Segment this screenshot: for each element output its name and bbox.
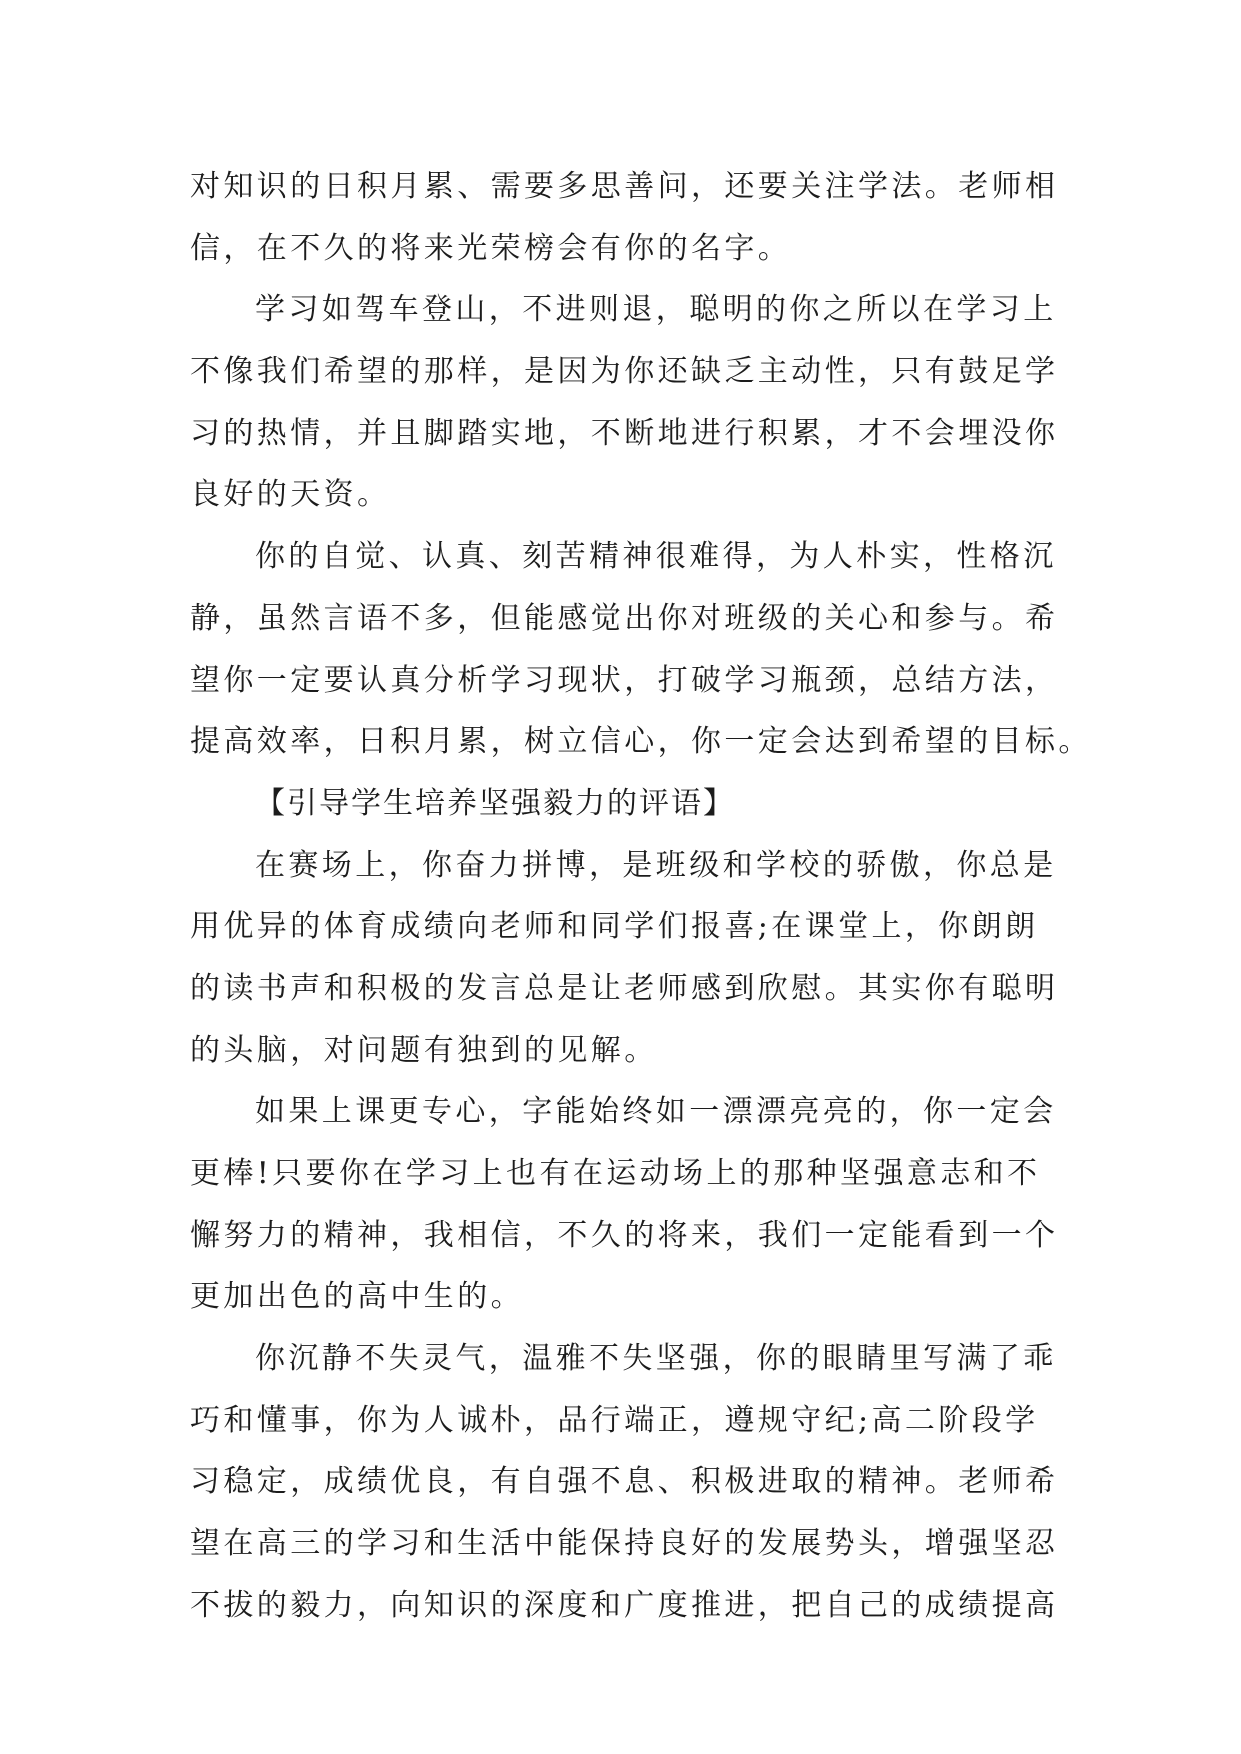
text-line: 的头脑，对问题有独到的见解。 bbox=[190, 1032, 658, 1068]
paragraph-start-line: 在赛场上，你奋力拼博，是班级和学校的骄傲，你总是 bbox=[255, 847, 1057, 883]
text-line: 巧和懂事，你为人诚朴，品行端正，遵规守纪;高二阶段学 bbox=[190, 1402, 1039, 1438]
text-line: 静，虽然言语不多，但能感觉出你对班级的关心和参与。希 bbox=[190, 600, 1059, 636]
text-line: 对知识的日积月累、需要多思善问，还要关注学法。老师相 bbox=[190, 169, 1059, 204]
text-line: 习稳定，成绩优良，有自强不息、积极进取的精神。老师希 bbox=[190, 1464, 1059, 1500]
paragraph-start-line: 如果上课更专心，字能始终如一漂漂亮亮的，你一定会 bbox=[255, 1094, 1057, 1130]
text-line: 望你一定要认真分析学习现状，打破学习瓶颈，总结方法， bbox=[190, 662, 1059, 698]
text-line: 的读书声和积极的发言总是让老师感到欣慰。其实你有聪明 bbox=[190, 970, 1059, 1006]
text-line: 望在高三的学习和生活中能保持良好的发展势头，增强坚忍 bbox=[190, 1526, 1059, 1562]
body-text bbox=[190, 156, 1090, 1637]
text-line: 习的热情，并且脚踏实地，不断地进行积累，才不会埋没你 bbox=[190, 415, 1059, 451]
section-heading: 【引导学生培养坚强毅力的评语】 bbox=[255, 785, 735, 821]
text-line: 提高效率，日积月累，树立信心，你一定会达到希望的目标。 bbox=[190, 724, 1092, 760]
paragraph-start-line: 你沉静不失灵气，温雅不失坚强，你的眼睛里写满了乖 bbox=[255, 1341, 1057, 1377]
text-line: 更棒!只要你在学习上也有在运动场上的那种坚强意志和不 bbox=[190, 1156, 1041, 1191]
text-line: 不像我们希望的那样，是因为你还缺乏主动性，只有鼓足学 bbox=[190, 354, 1059, 390]
text-line: 懈努力的精神，我相信，不久的将来，我们一定能看到一个 bbox=[190, 1217, 1059, 1253]
text-line: 良好的天资。 bbox=[190, 477, 391, 513]
text-line: 不拔的毅力，向知识的深度和广度推进，把自己的成绩提高 bbox=[190, 1587, 1059, 1623]
paragraph-start-line: 学习如驾车登山，不进则退，聪明的你之所以在学习上 bbox=[255, 292, 1057, 328]
text-line: 更加出色的高中生的。 bbox=[190, 1279, 524, 1315]
text-line: 用优异的体育成绩向老师和同学们报喜;在课堂上，你朗朗 bbox=[190, 909, 1039, 945]
text-line: 信，在不久的将来光荣榜会有你的名字。 bbox=[190, 230, 792, 266]
paragraph-start-line: 你的自觉、认真、刻苦精神很难得，为人朴实，性格沉 bbox=[255, 539, 1057, 575]
